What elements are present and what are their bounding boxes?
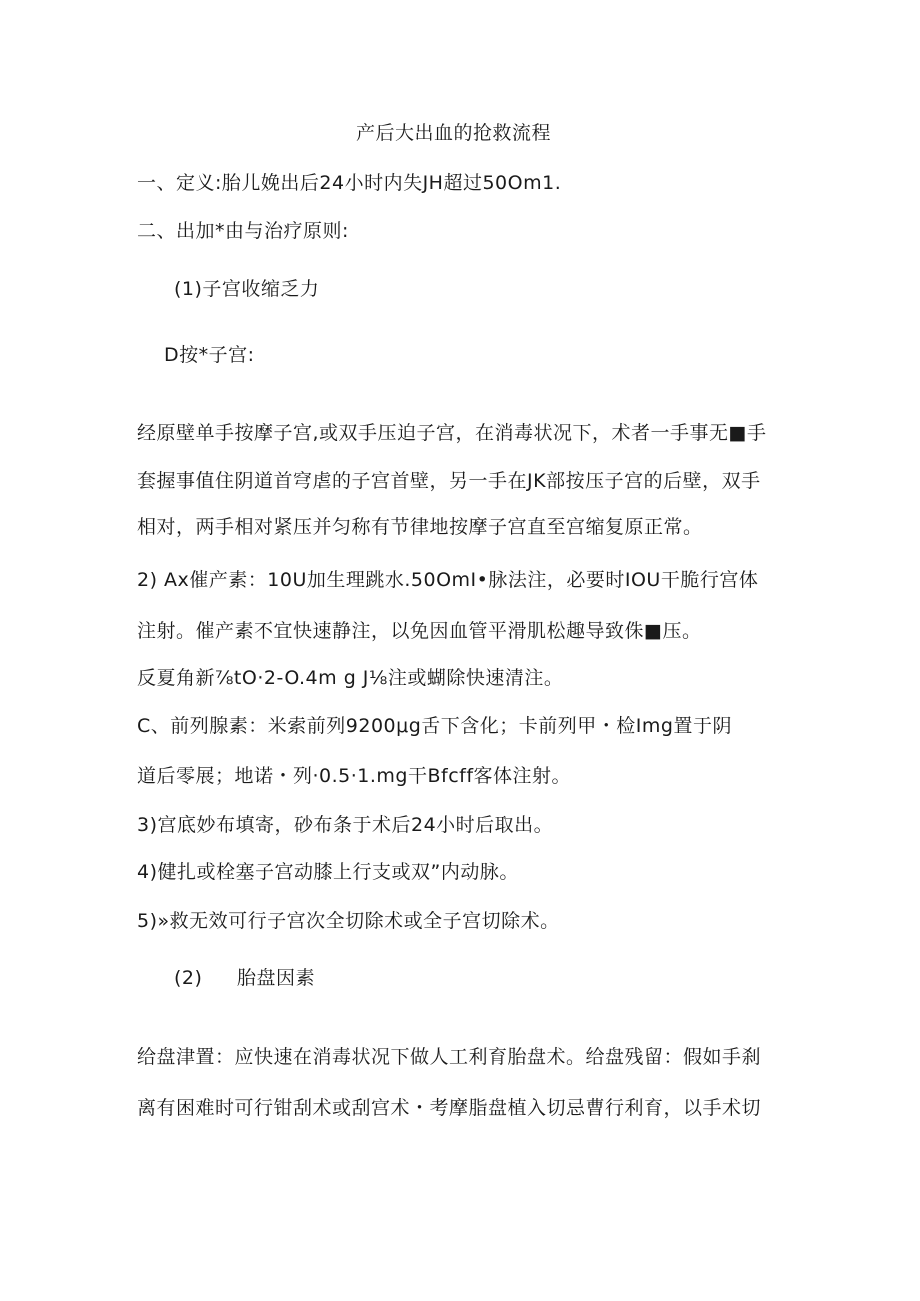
section-heading-causes: 二、出加*由与治疗原则: bbox=[137, 220, 349, 242]
paragraph-line: 套握事值住阴道首穹虐的子宫首壁，另一手在JK部按压子宫的后壁，双手 bbox=[137, 470, 761, 492]
paragraph-line: 离有困难时可行钳刮术或刮宫术・考摩脂盘植入切忌曹行利育，以手术切 bbox=[137, 1097, 762, 1119]
list-item-3: 3)宫底妙布填寄，砂布条于术后24小时后取出。 bbox=[137, 814, 554, 836]
paragraph-line: 注射。催产素不宜快速静注，以免因血管平滑肌松趣导致侏■压。 bbox=[137, 620, 702, 642]
paragraph-line: 2) Ax催产素：10U加生理跳水.50OmI•脉法注，必要时IOU干脆行宫体 bbox=[137, 569, 759, 591]
subsection-number-2: (2) bbox=[174, 967, 203, 989]
list-item-4: 4)健扎或栓塞子宫动膝上行支或双”内动脉。 bbox=[137, 861, 519, 883]
definition-line: 一、定义:胎儿娩出后24小时内失JH超过50Om1. bbox=[137, 172, 562, 194]
subsection-heading-placental: 胎盘因素 bbox=[237, 967, 316, 989]
paragraph-line: 反夏角新⅞tO·2-O.4m g J⅛注或蝴除快速清注。 bbox=[137, 667, 564, 689]
list-item-5: 5)»救无效可行子宫次全切除术或全子宫切除术。 bbox=[137, 910, 560, 932]
item-heading-massage: D按*子宫: bbox=[164, 344, 255, 366]
paragraph-line: 经原壁单手按摩子宫,或双手压迫子宫，在消毒状况下，术者一手事无■手 bbox=[137, 422, 767, 444]
paragraph-line: 相对，两手相对紧压并匀称有节律地按摩子宫直至宫缩复原正常。 bbox=[137, 516, 703, 538]
document-title: 产后大出血的抢救流程 bbox=[356, 122, 552, 144]
paragraph-line: 道后零展；地诺・列·0.5·1.mg干Bfcff客体注射。 bbox=[137, 765, 572, 787]
paragraph-line: 给盘津置：应快速在消毒状况下做人工利育胎盘术。给盘残留：假如手刹 bbox=[137, 1046, 762, 1068]
paragraph-line: C、前列腺素：米索前列9200μg舌下含化；卡前列甲・检Img置于阴 bbox=[137, 715, 732, 737]
subsection-heading-uterine-atony: (1)子宫收缩乏力 bbox=[174, 278, 320, 300]
